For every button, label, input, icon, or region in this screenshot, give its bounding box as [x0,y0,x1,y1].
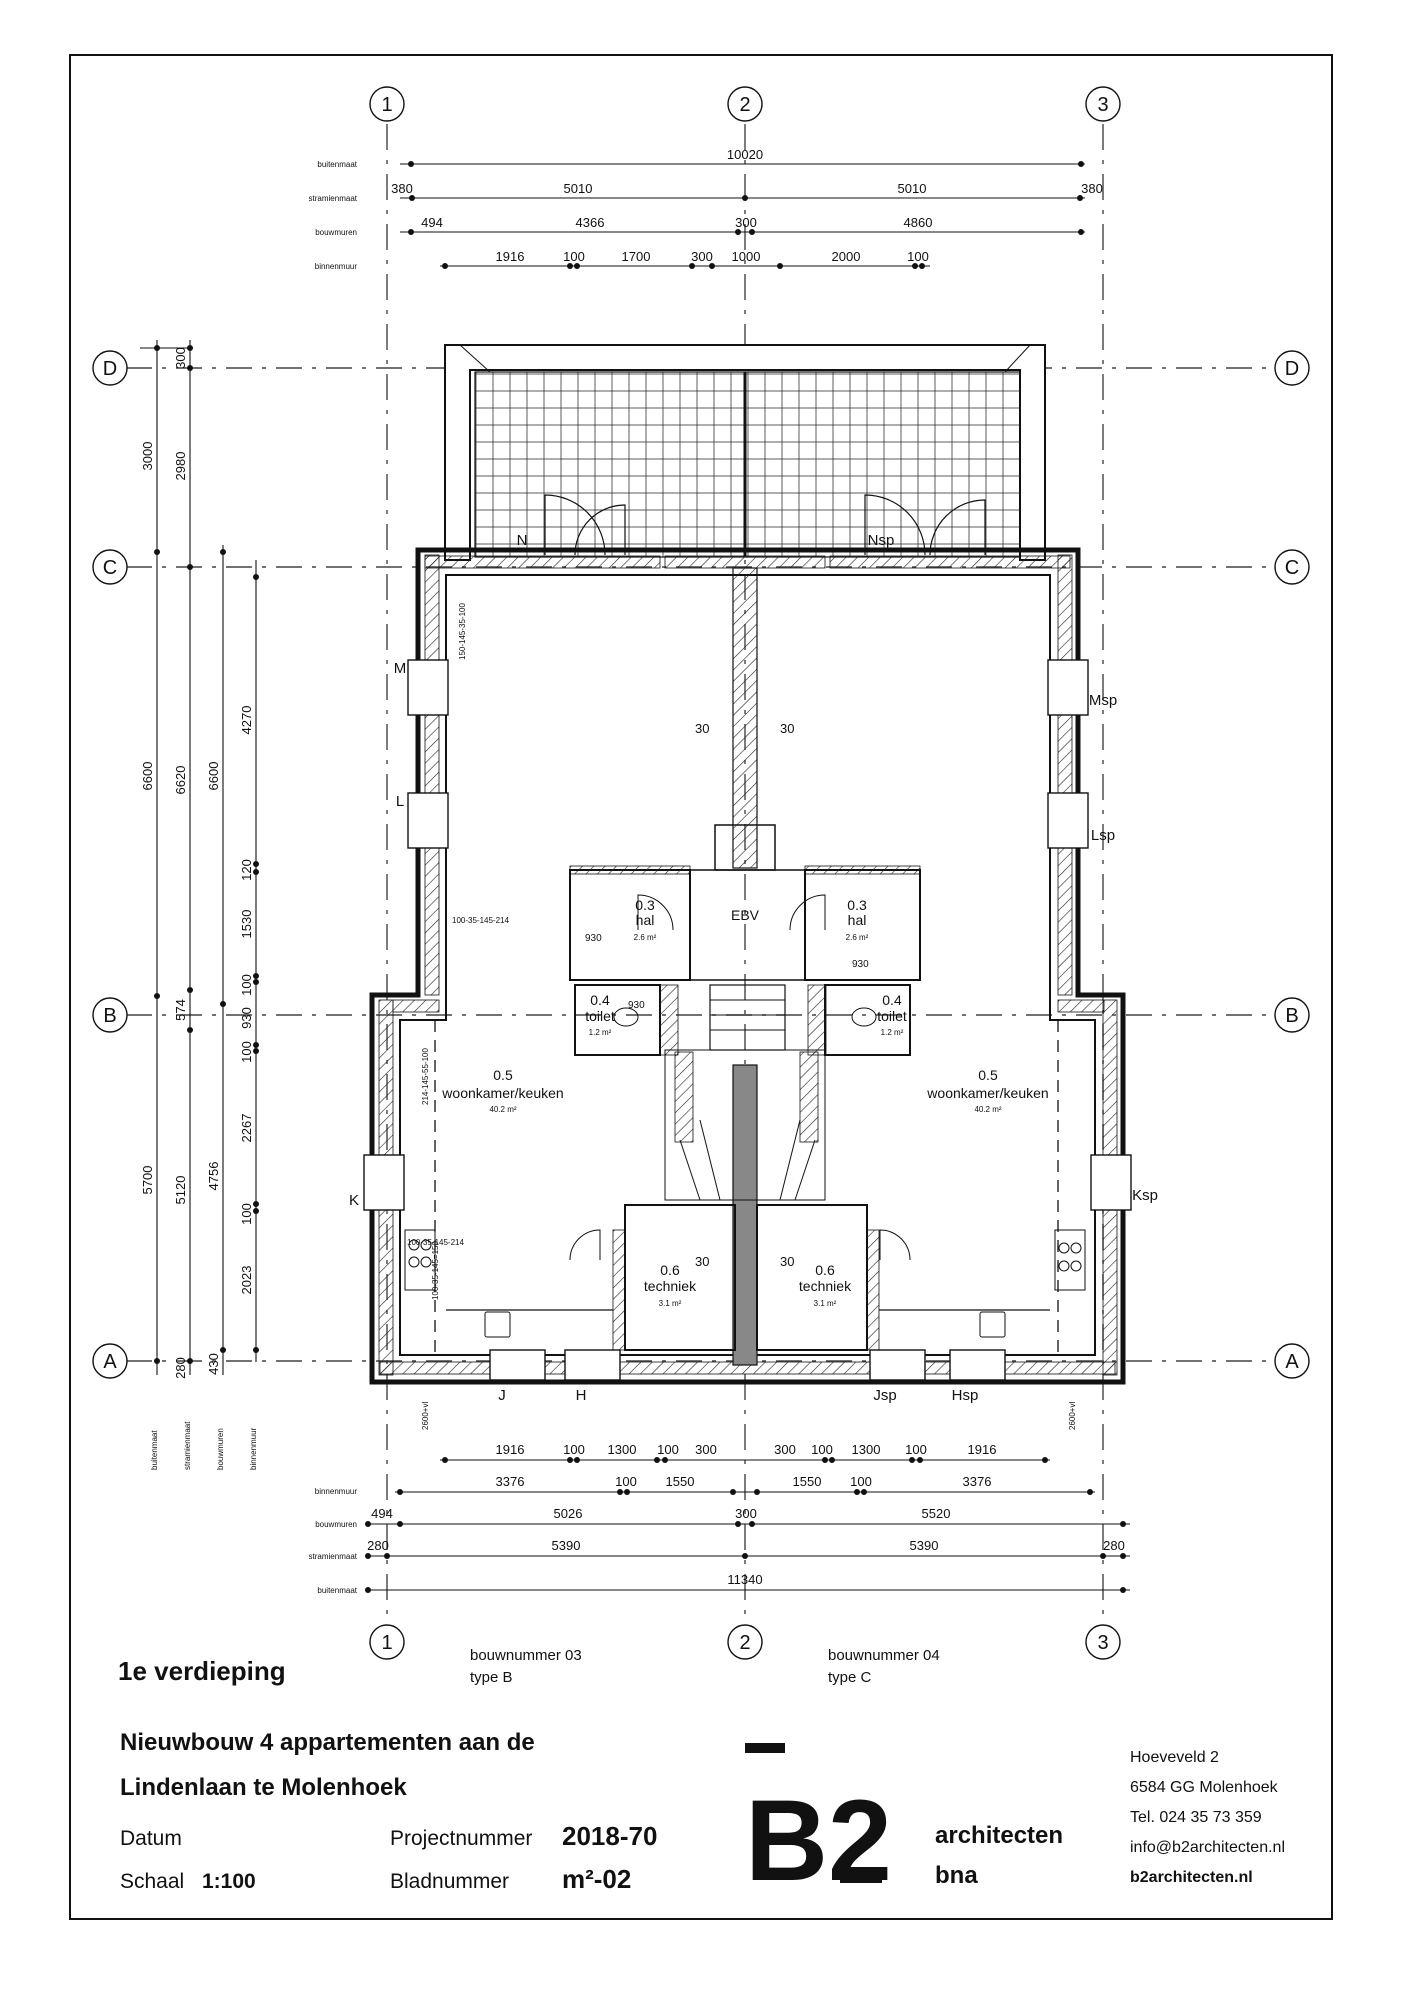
grid-label-A-right: A [1285,1351,1299,1373]
dim-value: 100 [239,1041,254,1063]
dim-value: 1700 [621,249,651,264]
dim-value: 2980 [173,451,188,481]
interior-walls [405,568,1085,1365]
dim-value: 4366 [575,215,605,230]
door-width-label: 930 [852,959,869,970]
dim-value: 6600 [140,761,155,791]
window-label-K: K [348,1192,360,1209]
address-web: b2architecten.nl [1130,1869,1253,1886]
room-name: woonkamer/keuken [442,1085,564,1101]
offset-label: 30 [695,1254,710,1269]
dim-row-label: buitenmaat [317,1586,357,1595]
dim-value: 100 [563,249,585,264]
room-area: 2.6 m² [633,933,657,942]
room-area: 2.6 m² [845,933,869,942]
dim-value: 120 [239,859,254,881]
dim-row-label: binnenmuur [314,1487,357,1496]
window-label-H: H [575,1387,587,1404]
dim-value: 5700 [140,1165,155,1195]
dim-col-label: binnenmuur [249,1427,258,1470]
room-name: woonkamer/keuken [927,1085,1049,1101]
dim-value: 3000 [140,441,155,471]
dim-row-label: buitenmaat [317,160,357,169]
dim-value: 280 [367,1538,389,1553]
dim-value: 6620 [173,765,188,795]
address-tel: Tel. 024 35 73 359 [1130,1809,1262,1826]
dim-value: 300 [691,249,713,264]
dim-value: 4270 [239,705,254,735]
address-street: Hoeveveld 2 [1130,1749,1219,1766]
window-label-Ksp: Ksp [1132,1187,1158,1204]
dim-value: 1550 [792,1474,822,1489]
window-label-Jsp: Hsp [951,1387,979,1404]
dim-value: 1000 [731,249,761,264]
dim-value: 3376 [495,1474,525,1489]
room-area: 3.1 m² [813,1299,837,1308]
dim-col-label: stramienmaat [183,1421,192,1470]
dim-value: 280 [173,1357,188,1379]
window-label-L: L [395,793,405,810]
room-area: 40.2 m² [489,1105,517,1114]
dim-value: 2000 [831,249,861,264]
offset-label: 30 [695,721,710,736]
dim-row-label: bouwmuren [315,228,357,237]
room-name: toilet [585,1008,615,1024]
dim-value: 100 [657,1442,679,1457]
window-label-M: M [393,660,407,677]
dim-value: 6600 [206,761,221,791]
room-area: 3.1 m² [658,1299,682,1308]
unit-type: type B [470,1669,513,1686]
room-name: hal [847,912,867,928]
project-title-line2: Lindenlaan te Molenhoek [120,1774,407,1801]
room-number: 0.3 [635,897,655,913]
window-label-J: J [498,1387,506,1404]
sheet-border [70,55,1332,1919]
dim-value: 100 [850,1474,872,1489]
dim-row-label: binnenmuur [314,262,357,271]
dim-col-label: bouwmuren [216,1428,225,1470]
dim-value: 300 [774,1442,796,1457]
grid-label-1-bottom: 1 [381,1632,393,1654]
dim-value: 494 [371,1506,393,1521]
dim-row-label: stramienmaat [308,194,357,203]
offset-label: 30 [780,1254,795,1269]
dim-value: 5010 [563,181,593,196]
dim-value: 280 [1103,1538,1125,1553]
dim-row-label: bouwmuren [315,1520,357,1529]
title-block [118,1656,657,1894]
dim-value: 930 [239,1007,254,1029]
room-number: 0.6 [660,1262,680,1278]
logo-mark: B2 [745,1777,893,1905]
dim-value: 430 [206,1353,221,1375]
grid-label-C-right: C [1284,557,1300,579]
door-width-label: 930 [585,933,602,944]
wall-build-label: 100-35-145=150 [431,1241,440,1300]
dim-value: 5026 [553,1506,583,1521]
bottom-dimension-lines [365,1460,1130,1590]
ebv-label: EBV [730,907,760,923]
dim-value: 100 [239,974,254,996]
room-name: techniek [643,1278,697,1294]
grid-label-1-top: 1 [381,94,393,116]
grid-label-D-left: D [102,358,118,380]
dim-value: 1916 [495,1442,525,1457]
dim-value: 100 [907,249,929,264]
wall-build-label: 150-145-35-100 [458,603,467,660]
dim-value: 494 [421,215,443,230]
dim-value: 1300 [851,1442,881,1457]
company-logo [745,1743,1063,1905]
dim-value: 380 [391,181,413,196]
projectnummer-value: 2018-70 [562,1821,658,1851]
schaal-label: Schaal [120,1870,185,1893]
datum-label: Datum [120,1827,182,1850]
schaal-value: 1:100 [202,1870,256,1893]
dim-value: 100 [239,1203,254,1225]
balcony-tiles [475,372,1020,557]
address-block [1130,1749,1285,1886]
dim-value: 4860 [903,215,933,230]
room-number: 0.6 [815,1262,835,1278]
door-width-label: 930 [628,1000,645,1011]
grid-label-A-left: A [103,1351,117,1373]
dim-value: 2267 [239,1113,254,1143]
logo-line2: bna [935,1862,978,1889]
dim-value: 1300 [607,1442,637,1457]
grid-label-B-right: B [1285,1005,1299,1027]
dim-value: 11340 [727,1572,763,1587]
dim-value: 10020 [726,147,764,162]
height-label: 2600+vl [1068,1401,1077,1430]
offset-label: 30 [780,721,795,736]
dim-value: 5120 [173,1175,188,1205]
room-number: 0.4 [590,992,610,1008]
room-number: 0.5 [978,1067,998,1083]
dim-value: 3376 [962,1474,992,1489]
dim-value: 5390 [909,1538,939,1553]
room-area: 1.2 m² [588,1028,612,1037]
room-number: 0.5 [493,1067,513,1083]
dim-col-label: buitenmaat [150,1430,159,1470]
dim-value: 5010 [897,181,927,196]
address-email: info@b2architecten.nl [1130,1839,1285,1856]
grid-label-3-top: 3 [1097,94,1109,116]
dim-value: 380 [1081,181,1103,196]
room-number: 0.3 [847,897,867,913]
window-label-N: N [516,532,528,549]
unit-number: bouwnummer 04 [828,1647,940,1664]
logo-line1: architecten [935,1822,1064,1849]
height-label: 2600+vl [421,1401,430,1430]
floor-title: 1e verdieping [118,1656,286,1686]
dim-value: 1530 [239,909,254,939]
address-city: 6584 GG Molenhoek [1130,1779,1278,1796]
dim-value: 5520 [921,1506,951,1521]
unit-type: type C [828,1669,872,1686]
balcony [445,345,1045,560]
grid-label-D-right: D [1284,358,1300,380]
bladnummer-label: Bladnummer [390,1870,510,1893]
room-name: techniek [798,1278,852,1294]
dim-value: 300 [695,1442,717,1457]
wall-build-label: 100-35-145-214 [407,1238,464,1247]
dim-value: 1550 [665,1474,695,1489]
grid-label-2-bottom: 2 [739,1632,751,1654]
room-area: 40.2 m² [974,1105,1002,1114]
dim-value: 300 [735,1506,757,1521]
dim-value: 4756 [206,1161,221,1191]
wall-build-label: 100-35-145-214 [452,916,509,925]
window-label-Nsp: Nsp [867,532,895,549]
bladnummer-value: m²-02 [562,1864,632,1894]
wall-build-label: 214-145-55-100 [421,1048,430,1105]
projectnummer-label: Projectnummer [390,1827,533,1850]
dim-value: 300 [735,215,757,230]
window-label-Hsp: Jsp [873,1387,897,1404]
room-name: hal [635,912,655,928]
dim-value: 2023 [239,1265,254,1295]
dim-value: 100 [563,1442,585,1457]
dim-value: 100 [905,1442,927,1457]
dim-value: 1916 [495,249,525,264]
grid-label-2-top: 2 [739,94,751,116]
grid-label-B-left: B [103,1005,117,1027]
dim-value: 5390 [551,1538,581,1553]
dim-value: 100 [615,1474,637,1489]
project-title-line1: Nieuwbouw 4 appartementen aan de [120,1729,535,1756]
room-name: toilet [877,1008,907,1024]
window-label-Msp: Msp [1088,692,1118,709]
dim-value: 100 [811,1442,833,1457]
dim-value: 300 [173,347,188,369]
unit-number: bouwnummer 03 [470,1647,582,1664]
dim-value: 574 [173,999,188,1021]
room-number: 0.4 [882,992,902,1008]
grid-label-C-left: C [102,557,118,579]
grid-label-3-bottom: 3 [1097,1632,1109,1654]
dim-row-label: stramienmaat [308,1552,357,1561]
dim-value: 1916 [967,1442,997,1457]
room-area: 1.2 m² [880,1028,904,1037]
window-label-Lsp: Lsp [1090,827,1116,844]
